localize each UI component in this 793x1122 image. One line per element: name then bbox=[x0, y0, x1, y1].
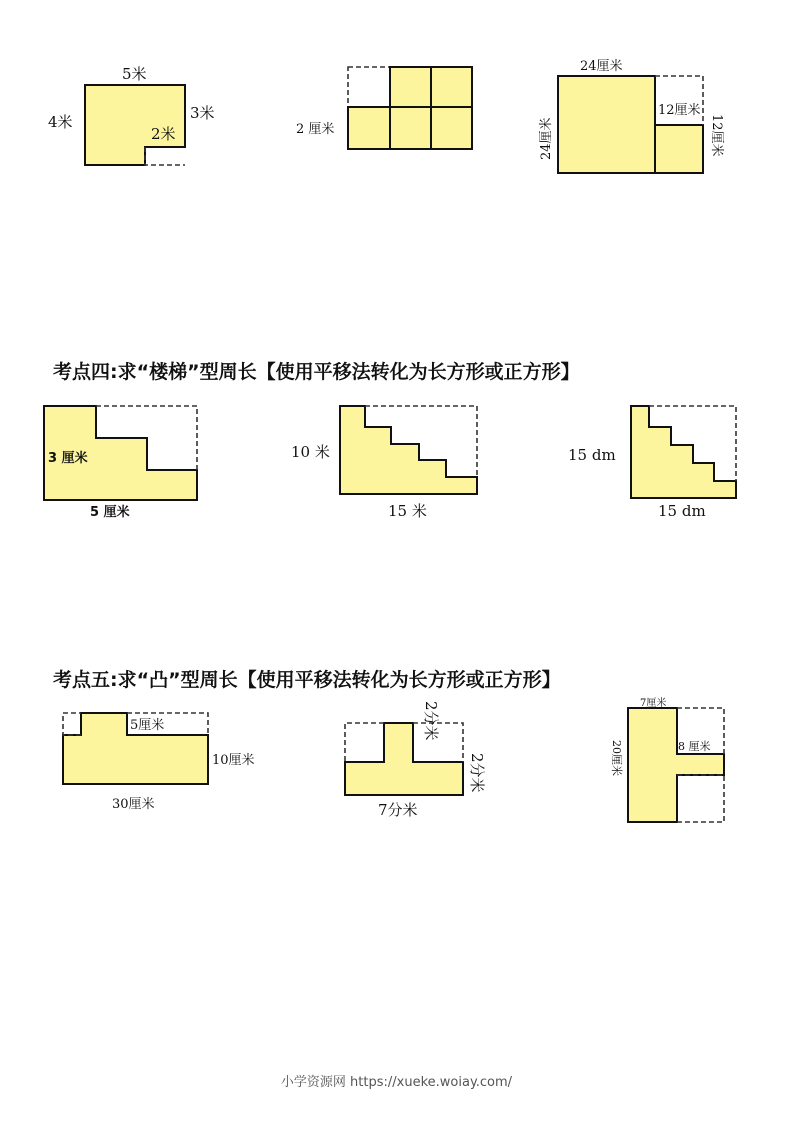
label-bottom: 7分米 bbox=[378, 801, 418, 819]
big-square bbox=[558, 76, 655, 173]
heading-section5: 考点五:求“凸”型周长【使用平移法转化为长方形或正方形】 bbox=[53, 669, 561, 691]
figure-staircase-3 bbox=[565, 400, 755, 525]
label-left: 4米 bbox=[48, 113, 73, 131]
cell bbox=[390, 67, 431, 107]
figure-notched-rectangle bbox=[40, 55, 240, 180]
label-left: 3 厘米 bbox=[48, 451, 88, 466]
label-bottom: 15 dm bbox=[658, 502, 706, 520]
label-left: 10 米 bbox=[291, 443, 330, 461]
staircase-shape bbox=[340, 406, 477, 494]
cell bbox=[431, 67, 472, 107]
label-bottom: 30厘米 bbox=[112, 797, 155, 812]
label-left: 2 厘米 bbox=[296, 122, 335, 137]
dashed-left bbox=[63, 713, 81, 735]
dashed-completion bbox=[145, 147, 185, 165]
figure-staircase-2 bbox=[285, 400, 485, 525]
figure-grid-rectangle bbox=[290, 55, 490, 160]
small-square bbox=[655, 125, 703, 173]
figure-staircase-1 bbox=[30, 400, 220, 525]
label-top: 5米 bbox=[122, 65, 147, 83]
label-bottom: 5 厘米 bbox=[90, 505, 130, 520]
dashed-corner bbox=[348, 67, 390, 107]
cell bbox=[348, 107, 390, 149]
figure-convex-1 bbox=[50, 700, 280, 820]
label-right: 10厘米 bbox=[212, 753, 255, 768]
label-step: 5厘米 bbox=[130, 718, 165, 733]
label-notch: 2米 bbox=[151, 125, 176, 143]
dashed-bottom bbox=[677, 775, 724, 822]
label-top: 24厘米 bbox=[580, 59, 623, 74]
label-left: 15 dm bbox=[568, 446, 616, 464]
label-notch: 12厘米 bbox=[658, 103, 701, 118]
figure-convex-3 bbox=[600, 698, 740, 828]
staircase-shape bbox=[631, 406, 736, 498]
convex-shape bbox=[345, 723, 463, 795]
figure-convex-2 bbox=[320, 695, 520, 825]
cell bbox=[390, 107, 431, 149]
label-right: 2分米 bbox=[468, 753, 486, 793]
label-top: 7厘米 bbox=[640, 698, 667, 709]
label-top: 2分米 bbox=[422, 701, 440, 741]
dashed-left bbox=[345, 723, 384, 762]
cell bbox=[431, 107, 472, 149]
figure-square-with-tab bbox=[530, 52, 745, 182]
label-right: 12厘米 bbox=[709, 114, 724, 157]
heading-section4: 考点四:求“楼梯”型周长【使用平移法转化为长方形或正方形】 bbox=[53, 361, 580, 383]
convex-shape bbox=[628, 708, 724, 822]
label-bottom: 15 米 bbox=[388, 502, 427, 520]
label-left: 24厘米 bbox=[539, 117, 554, 160]
label-left: 20厘米 bbox=[610, 740, 623, 776]
label-arm: 8 厘米 bbox=[678, 740, 711, 753]
label-right: 3米 bbox=[190, 104, 215, 122]
footer-text: 小学资源网 https://xueke.woiay.com/ bbox=[280, 1075, 513, 1090]
